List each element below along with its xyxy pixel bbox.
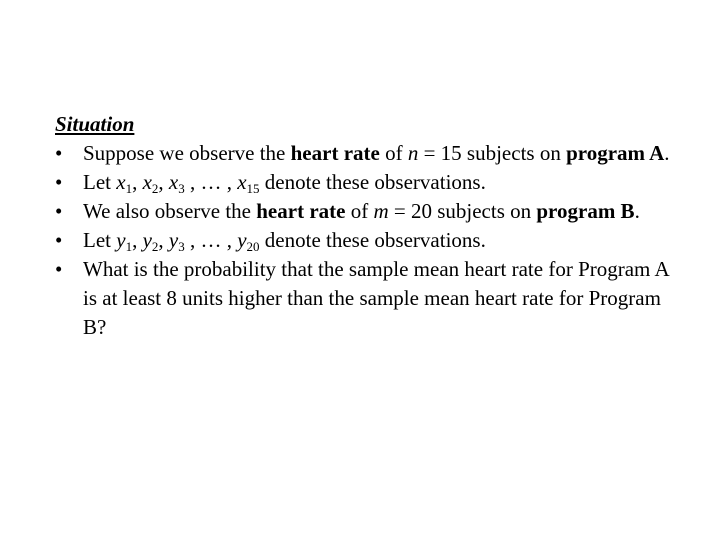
subscript: 2 <box>151 181 159 196</box>
variable-m: m <box>373 199 389 223</box>
text-segment: . <box>664 141 670 165</box>
bold-term: heart rate <box>256 199 346 223</box>
bold-term: program B <box>536 199 635 223</box>
text-segment: = 15 subjects on <box>418 141 567 165</box>
bullet-item-y-observations <box>55 226 675 255</box>
subscript: 20 <box>246 239 260 254</box>
text-segment: denote these observations. <box>259 170 486 194</box>
subscript: 1 <box>125 181 133 196</box>
text-segment: , <box>132 228 143 252</box>
bullet-item-question <box>55 255 675 342</box>
bullet-item-x-observations <box>55 168 675 197</box>
variable-y: y <box>237 228 247 252</box>
bullet-icon: • <box>55 170 63 194</box>
subscript: 1 <box>125 239 133 254</box>
bullet-icon: • <box>55 141 63 165</box>
question-text: What is the probability that the sample mean heart rate for Program A is at least 8 units higher than the sample mean heart rate for Program B? <box>83 257 669 339</box>
text-segment: of <box>379 141 408 165</box>
text-segment: , … , <box>184 228 238 252</box>
bullet-item-heart-rate-b <box>55 197 675 226</box>
bullet-icon: • <box>55 228 63 252</box>
variable-y: y <box>142 228 152 252</box>
text-segment: , <box>158 170 169 194</box>
bullet-item-heart-rate-a <box>55 139 675 168</box>
variable-x: x <box>142 170 152 194</box>
text-segment: We also observe the <box>83 199 257 223</box>
text-segment: . <box>634 199 640 223</box>
variable-y: y <box>116 228 126 252</box>
bold-term: heart rate <box>290 141 380 165</box>
bullet-icon: • <box>55 257 63 281</box>
bold-term: program A <box>566 141 665 165</box>
bullet-list <box>55 139 675 342</box>
text-segment: , <box>132 170 143 194</box>
text-segment: denote these observations. <box>259 228 486 252</box>
subscript: 3 <box>178 181 185 196</box>
subscript: 2 <box>151 239 159 254</box>
slide-content <box>55 110 675 342</box>
text-segment: , … , <box>184 170 238 194</box>
variable-n: n <box>407 141 419 165</box>
variable-x: x <box>116 170 126 194</box>
subscript: 15 <box>246 181 260 196</box>
variable-y: y <box>168 228 179 252</box>
bullet-icon: • <box>55 199 63 223</box>
variable-x: x <box>237 170 247 194</box>
text-segment: Let <box>83 228 117 252</box>
text-segment: of <box>345 199 374 223</box>
slide-heading: Situation <box>55 112 135 136</box>
text-segment: , <box>158 228 169 252</box>
text-segment: Suppose we observe the <box>83 141 291 165</box>
text-segment: = 20 subjects on <box>388 199 537 223</box>
variable-x: x <box>168 170 179 194</box>
subscript: 3 <box>178 239 185 254</box>
text-segment: Let <box>83 170 117 194</box>
